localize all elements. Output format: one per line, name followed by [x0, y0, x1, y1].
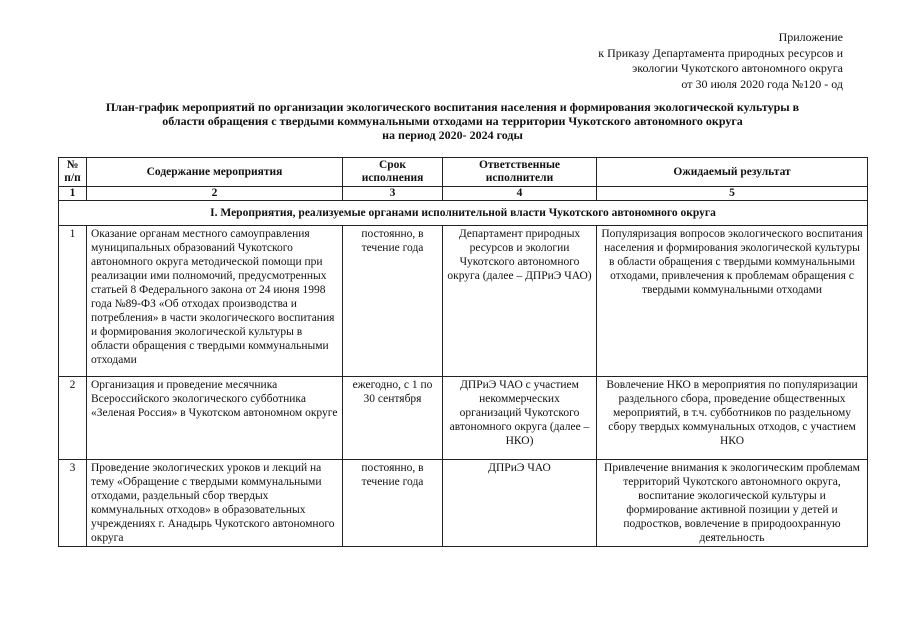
title-line: План-график мероприятий по организации экологического воспитания населения и формирования экологической культуры в — [105, 100, 800, 114]
header-term: Срок исполнения — [343, 158, 443, 187]
table-row — [59, 460, 868, 547]
appendix-line: экологии Чукотского автономного округа — [632, 61, 843, 75]
appendix-block — [598, 30, 843, 92]
table-header-row — [59, 158, 868, 187]
row-responsible: ДПРиЭ ЧАО — [443, 460, 597, 547]
table-row — [59, 377, 868, 460]
row-result: Популяризация вопросов экологического воспитания населения и формирования экологической культуры в области обращения с твердыми коммунальными отходами, привлечения к проблемам обращения с твердыми коммунальными отходами — [597, 226, 868, 377]
column-number: 2 — [87, 187, 343, 201]
row-term: постоянно, в течение года — [343, 226, 443, 377]
appendix-line: от 30 июля 2020 года №120 - од — [681, 76, 843, 91]
title-line: на период 2020- 2024 годы — [382, 128, 523, 142]
row-num: 2 — [59, 377, 87, 460]
title-line: области обращения с твердыми коммунальными отходами на территории Чукотского автономного округа — [162, 114, 743, 128]
header-result: Ожидаемый результат — [597, 158, 868, 187]
table-row — [59, 226, 868, 377]
section-title: I. Мероприятия, реализуемые органами исполнительной власти Чукотского автономного округа — [59, 201, 868, 226]
appendix-line: Приложение — [778, 30, 843, 44]
row-content: Оказание органам местного самоуправления муниципальных образований Чукотского автономного округа методической помощи при реализации ими полномочий, предусмотренных статьей 8 Федерального закона от 24 июня 1998 года №89-ФЗ «Об отходах производства и потребления» в части экологического воспитания и формирования экологической культуры в области обращения с твердыми коммунальными отходами — [87, 226, 343, 377]
document-title — [40, 100, 865, 142]
row-result: Привлечение внимания к экологическим проблемам территорий Чукотского автономного округа, воспитание экологической культуры и формирование активной позиции у детей и подростков, вовлечение в природоохранную деятельность — [597, 460, 868, 547]
header-responsible: Ответственные исполнители — [443, 158, 597, 187]
row-num: 3 — [59, 460, 87, 547]
row-result: Вовлечение НКО в мероприятия по популяризации раздельного сбора, проведение общественных мероприятий, в т.ч. субботников по раздельному сбору твердых коммунальных отходов, с участием НКО — [597, 377, 868, 460]
section-row — [59, 201, 868, 226]
header-num: № п/п — [59, 158, 87, 187]
row-responsible: ДПРиЭ ЧАО с участием некоммерческих организаций Чукотского автономного округа (далее – НКО) — [443, 377, 597, 460]
plan-table — [58, 157, 868, 547]
row-content: Организация и проведение месячника Всероссийского экологического субботника «Зеленая Россия» в Чукотском автономном округе — [87, 377, 343, 460]
row-term: ежегодно, с 1 по 30 сентября — [343, 377, 443, 460]
column-number-row — [59, 187, 868, 201]
column-number: 3 — [343, 187, 443, 201]
row-num: 1 — [59, 226, 87, 377]
column-number: 1 — [59, 187, 87, 201]
row-content: Проведение экологических уроков и лекций на тему «Обращение с твердыми коммунальными отходами, раздельный сбор твердых коммунальных отходов» в образовательных учреждениях г. Анадырь Чукотского автономного округа — [87, 460, 343, 547]
column-number: 4 — [443, 187, 597, 201]
row-responsible: Департамент природных ресурсов и экологии Чукотского автономного округа (далее – ДПРиЭ ЧАО) — [443, 226, 597, 377]
appendix-line: к Приказу Департамента природных ресурсов и — [598, 45, 843, 60]
header-content: Содержание мероприятия — [87, 158, 343, 187]
row-term: постоянно, в течение года — [343, 460, 443, 547]
column-number: 5 — [597, 187, 868, 201]
